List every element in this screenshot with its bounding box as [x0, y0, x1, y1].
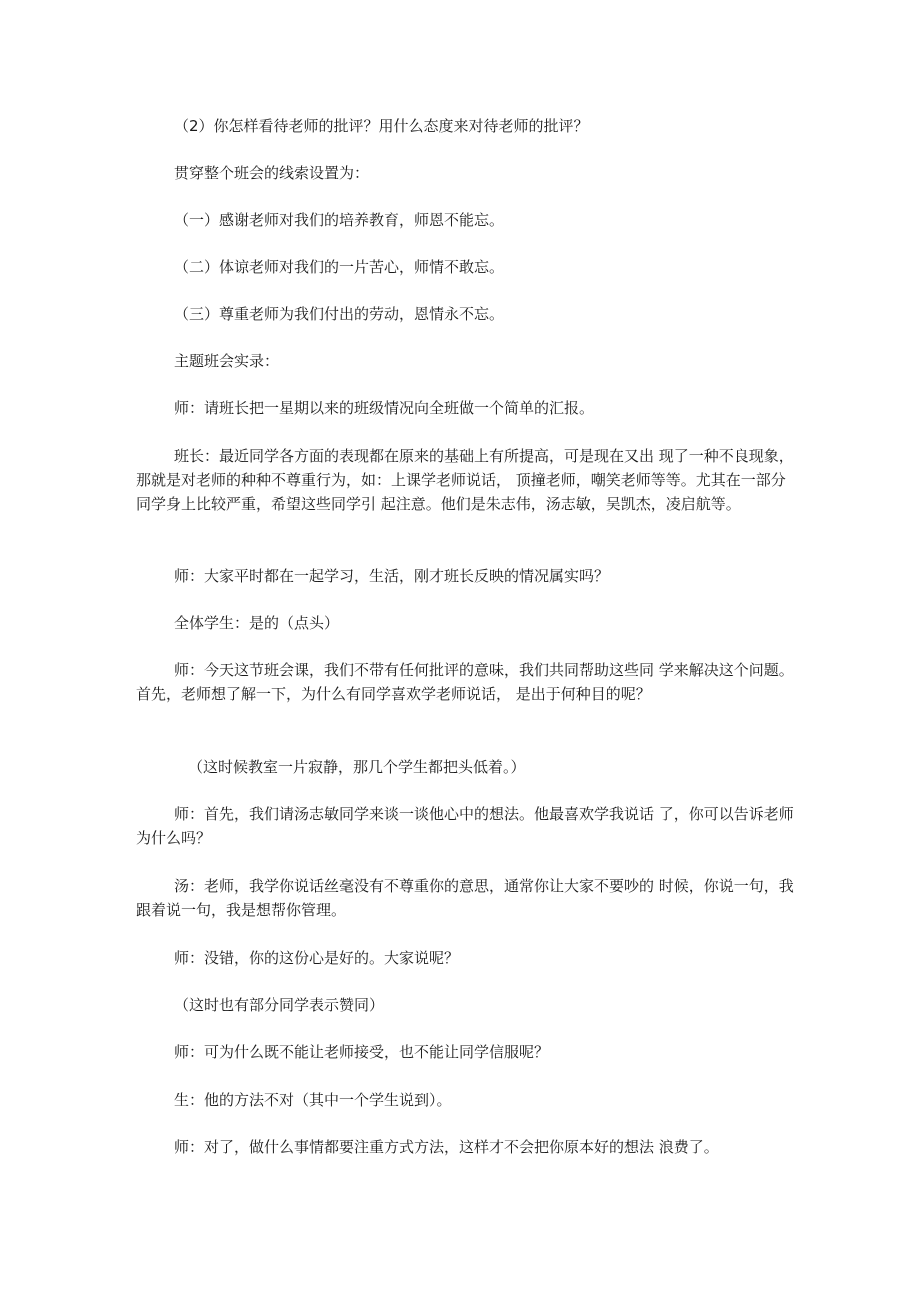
- dialogue-teacher-1: 师：请班长把一星期以来的班级情况向全班做一个简单的汇报。: [174, 399, 595, 417]
- clue-intro: 贯穿整个班会的线索设置为：: [174, 164, 370, 182]
- stage-direction-2: （这时也有部分同学表示赞同）: [174, 996, 385, 1014]
- dialogue-teacher-2: 师：大家平时都在一起学习，生活，刚才班长反映的情况属实吗？: [174, 567, 610, 585]
- dialogue-teacher-7: 师：对了，做什么事情都要注重方式方法，这样才不会把你原本好的想法 浪费了。: [174, 1138, 719, 1156]
- dialogue-tang: 汤：老师，我学你说话丝毫没有不尊重你的意思，通常你让大家不要吵的 时候，你说一句，我跟着说一句，我是想帮你管理。: [136, 877, 794, 919]
- clue-item-1: （一）感谢老师对我们的培养教育，师恩不能忘。: [174, 211, 505, 229]
- dialogue-teacher-3: 师：今天这节班会课，我们不带有任何批评的意味，我们共同帮助这些同 学来解决这个问题。首先，老师想了解一下，为什么有同学喜欢学老师说话， 是出于何种目的呢？: [136, 661, 794, 703]
- question-2: （2）你怎样看待老师的批评？用什么态度来对待老师的批评？: [174, 117, 589, 135]
- dialogue-monitor: 班长：最近同学各方面的表现都在原来的基础上有所提高，可是现在又出 现了一种不良现象，那就是对老师的种种不尊重行为，如：上课学老师说话， 顶撞老师，嘲笑老师等等。尤其在一部分同学身上比较严重，希望这些同学引 起注意。他们是朱志伟，汤志敏，吴凯杰，凌启航等。: [136, 447, 794, 513]
- record-heading: 主题班会实录：: [174, 352, 280, 370]
- dialogue-teacher-4: 师：首先，我们请汤志敏同学来谈一谈他心中的想法。他最喜欢学我说话 了，你可以告诉老师为什么吗？: [136, 805, 794, 847]
- dialogue-teacher-5: 师：没错，你的这份心是好的。大家说呢？: [174, 949, 460, 967]
- clue-item-2: （二）体谅老师对我们的一片苦心，师情不敢忘。: [174, 258, 505, 276]
- dialogue-students: 全体学生：是的（点头）: [174, 614, 340, 632]
- dialogue-student: 生：他的方法不对（其中一个学生说到）。: [174, 1091, 452, 1109]
- stage-direction-1: （这时候教室一片寂静，那几个学生都把头低着。）: [188, 758, 526, 776]
- dialogue-teacher-6: 师：可为什么既不能让老师接受，也不能让同学信服呢？: [174, 1043, 550, 1061]
- clue-item-3: （三）尊重老师为我们付出的劳动，恩情永不忘。: [174, 305, 505, 323]
